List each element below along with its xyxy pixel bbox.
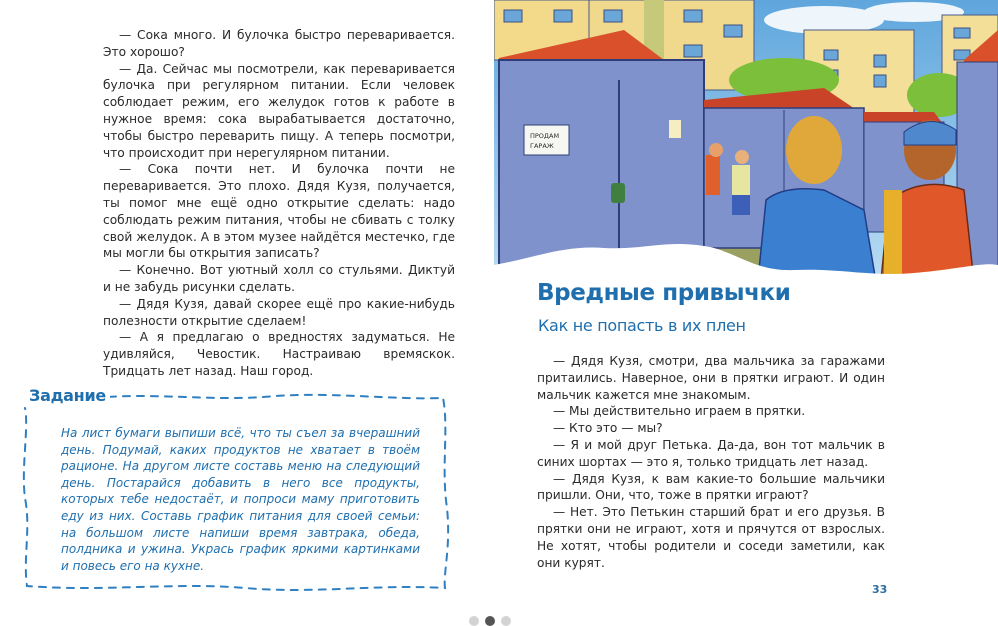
paragraph: — Сока много. И булочка быстро переваривается. Это хорошо? xyxy=(103,28,455,59)
chapter-title: Вредные привычки xyxy=(537,280,791,306)
pager-dot-2-active[interactable] xyxy=(485,616,495,626)
paragraph: — Дядя Кузя, смотри, два мальчика за гаражами притаились. Наверное, они в прятки играют. И один мальчик кажется мне знакомым. xyxy=(537,354,885,402)
paragraph: — Я и мой друг Петька. Да-да, вон тот мальчик в синих шортах — это я, только тридцать лет назад. xyxy=(537,437,885,469)
svg-text:ГАРАЖ: ГАРАЖ xyxy=(530,142,554,150)
left-page xyxy=(0,0,490,600)
carousel-pager xyxy=(469,616,511,626)
paragraph: — Да. Сейчас мы посмотрели, как переваривается булочка при регулярном питании. Если человек соблюдает режим, его желудок готов к работе в нужное время: сока вырабатывается достаточно, чтобы быстро переварить пищу. А теперь посмотри, что происходит при нерегулярном питании. xyxy=(103,61,455,160)
paragraph: — Мы действительно играем в прятки. xyxy=(553,404,806,419)
paragraph: — Нет. Это Петькин старший брат и его друзья. В прятки они не играют, хотя и прячутся от взрослых. Не хотят, чтобы родители и соседи заметили, как они курят. xyxy=(537,505,885,570)
paragraph: — Сока почти нет. И булочка почти не переваривается. Это плохо. Дядя Кузя, получается, ты помог мне ещё одно открытие сделать: надо соблюдать режим питания, чтобы не сбивать с толку свой желудок. А в этом музее найдётся местечко, где мы могли бы открытия записать? xyxy=(103,162,455,261)
pager-dot-1[interactable] xyxy=(469,616,479,626)
paragraph: — Кто это — мы? xyxy=(553,421,663,436)
task-title: Задание xyxy=(27,386,110,405)
garages-illustration xyxy=(494,0,998,300)
svg-text:ПРОДАМ: ПРОДАМ xyxy=(530,132,560,140)
paragraph: — А я предлагаю о вредностях задуматься. Не удивляйся, Чевостик. Настраиваю времяскок. Тридцать лет назад. Наш город. xyxy=(103,330,455,378)
right-page-text xyxy=(537,353,885,571)
paragraph: — Конечно. Вот уютный холл со стульями. Диктуй и не забудь рисунки сделать. xyxy=(103,263,455,294)
pager-dot-3[interactable] xyxy=(501,616,511,626)
task-text: На лист бумаги выпиши всё, что ты съел за вчерашний день. Подумай, каких продуктов не хватает в твоём рационе. На другом листе составь меню на следующий день. Постарайся добавить в него все продукты, которых тебе недостаёт, и попроси маму приготовить еду из них. Составь график питания для своей семьи: на большом листе напиши время завтрака, обеда, полдника и ужина. Укрась график яркими картинками и повесь его на кухне. xyxy=(61,426,420,573)
left-page-text xyxy=(103,27,455,380)
page-number: 33 xyxy=(872,583,888,596)
paragraph: — Дядя Кузя, к вам какие-то большие мальчики пришли. Они, что, тоже в прятки играют? xyxy=(537,471,885,503)
chapter-subtitle: Как не попасть в их плен xyxy=(538,316,746,335)
paragraph: — Дядя Кузя, давай скорее ещё про какие-нибудь полезности открытие сделаем! xyxy=(103,296,455,328)
